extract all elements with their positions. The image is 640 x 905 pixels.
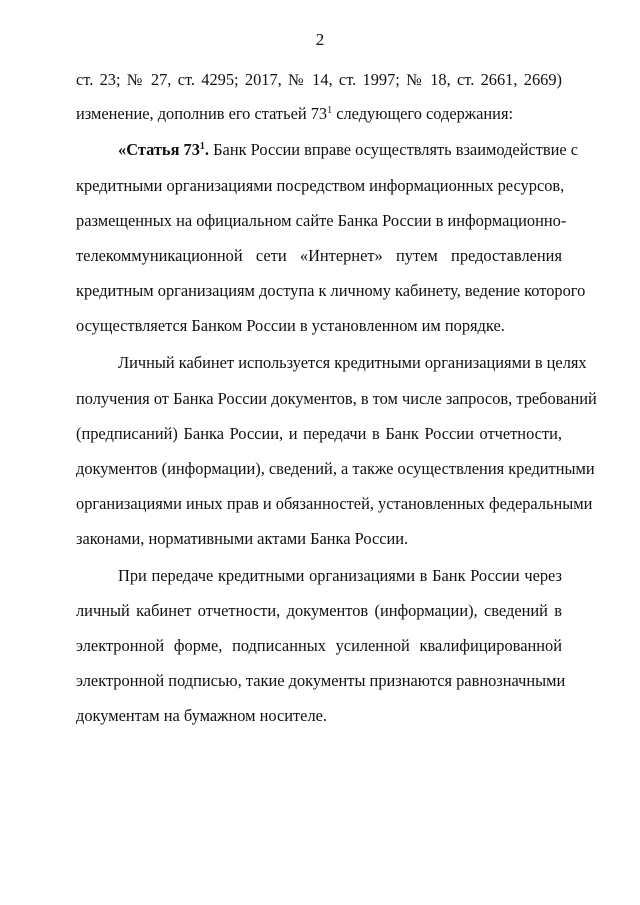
paragraph-2-line-5: организациями иных прав и обязанностей, установленных федеральными [76,494,593,513]
article-line-6: осуществляется Банком России в установленном им порядке. [76,316,505,335]
intro-line-2-tail: следующего содержания: [332,104,514,123]
paragraph-3-line-2: личный кабинет отчетности, документов (информации), сведений в [76,601,562,620]
article-line-3: размещенных на официальном сайте Банка России в информационно- [76,211,567,230]
intro-line-2 [76,104,562,124]
paragraph-3-line-3: электронной форме, подписанных усиленной квалифицированной [76,636,562,655]
paragraph-3-line-5: документам на бумажном носителе. [76,706,328,725]
page-number: 2 [315,30,325,49]
article-open-quote: « [118,140,127,159]
paragraph-2-line-3: (предписаний) Банка России, и передачи в Банк России отчетности, [76,424,562,443]
paragraph-2-line-1: Личный кабинет используется кредитными организациями в целях [118,353,587,372]
paragraph-3-line-4: электронной подписью, такие документы признаются равнозначными [76,671,566,690]
article-title-text: Статья 73 [126,140,200,159]
paragraph-2-line-4: документов (информации), сведений, а также осуществления кредитными [76,459,595,478]
paragraph-2-line-6: законами, нормативными актами Банка России. [76,529,409,548]
intro-line-1: ст. 23; № 27, ст. 4295; 2017, № 14, ст. 1997; № 18, ст. 2661, 2669) [76,70,562,89]
intro-line-2-text: изменение, дополнив его статьей 73 [76,104,328,123]
article-title-dot: . [204,140,210,159]
article-title-superscript: 1 [199,141,205,152]
paragraph-2-line-2: получения от Банка России документов, в том числе запросов, требований [76,389,597,408]
intro-superscript: 1 [327,105,333,116]
article-line-4: телекоммуникационной сети «Интернет» путем предоставления [76,246,562,265]
paragraph-3-line-1: При передаче кредитными организациями в Банк России через [118,566,562,585]
article-line-1 [118,140,579,160]
article-line-5: кредитным организациям доступа к личному кабинету, ведение которого [76,281,586,300]
article-line-2: кредитными организациями посредством информационных ресурсов, [76,176,565,195]
article-title [118,140,209,159]
article-line-1-text: Банк России вправе осуществлять взаимодействие с [209,140,579,159]
